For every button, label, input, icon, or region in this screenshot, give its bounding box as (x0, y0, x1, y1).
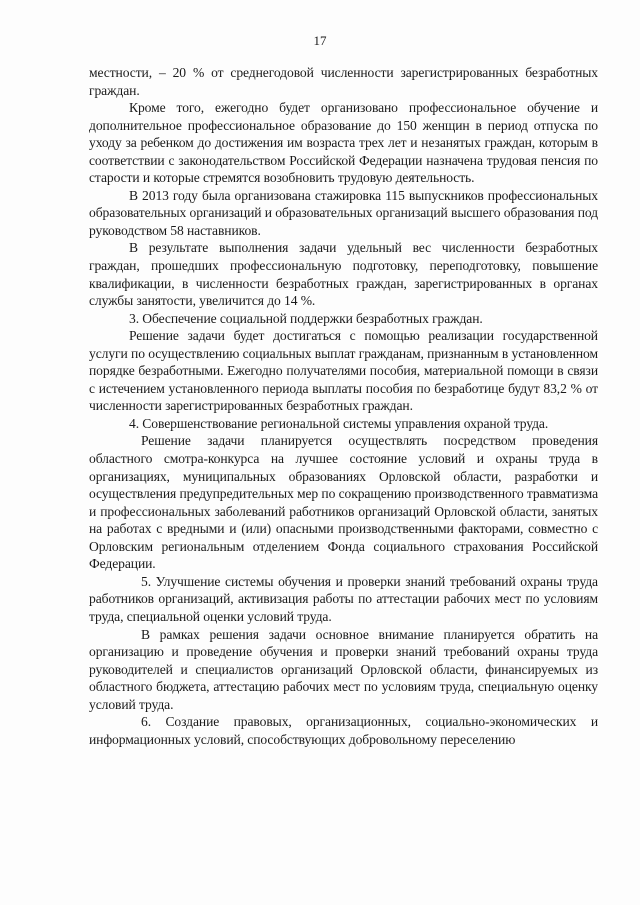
page-number: 17 (313, 33, 327, 48)
paragraph-labor-safety-contest: Решение задачи планируется осуществлять посредством проведения областного смотра-конкурса на лучшее состояние условий и охраны труда в организациях, муниципальных образованиях Орловской области, разработки и осуществления предупредительных мер по сокращению производственного травматизма и профессиональных заболеваний работников организаций Орловской области, занятых на работах с вредными и (или) опасными производственными факторами, совместно с Орловским региональным отделением Фонда социального страхования Российской Федерации. (89, 433, 598, 572)
heading-task-5: 5. Улучшение системы обучения и проверки знаний требований охраны труда работников организаций, активизация работы по аттестации рабочих мест по условиям труда, специальной оценки условий труда. (89, 573, 598, 624)
heading-task-4: 4. Совершенствование региональной системы управления охраной труда. (129, 415, 549, 431)
paragraph-unemployed-share: В результате выполнения задачи удельный вес численности безработных граждан, прошедших профессиональную подготовку, переподготовку, повышение квалификации, в численности безработных граждан, зарегистрированных в органах службы занятости, увеличится до 14 %. (89, 240, 598, 309)
heading-task-6: 6. Создание правовых, организационных, социально-экономических и информационных условий, способствующих добровольному переселению (89, 714, 598, 747)
heading-task-3: 3. Обеспечение социальной поддержки безработных граждан. (129, 310, 483, 326)
paragraph-internship-2013: В 2013 году была организована стажировка 115 выпускников профессиональных образовательных организаций и образовательных организаций высшего образования под руководством 58 наставников. (89, 187, 598, 238)
paragraph-social-payments: Решение задачи будет достигаться с помощью реализации государственной услуги по осуществлению социальных выплат гражданам, признанным в установленном порядке безработными. Ежегодно получателями пособия, материальной помощи в связи с истечением установленного периода выплаты пособия по безработице будут 83,2 % от численности зарегистрированных безработных граждан. (89, 328, 598, 414)
paragraph-continuation: местности, – 20 % от среднегодовой численности зарегистрированных безработных граждан. (89, 65, 598, 98)
body-text (89, 64, 598, 748)
paragraph-safety-training: В рамках решения задачи основное внимание планируется обратить на организацию и проведение обучения и проверки знаний требований охраны труда руководителей и специалистов организаций Орловской области, финансируемых из областного бюджета, аттестацию рабочих мест по условиям труда, специальную оценку условий труда. (89, 626, 598, 712)
paragraph-training-women: Кроме того, ежегодно будет организовано профессиональное обучение и дополнительное профессиональное образование до 150 женщин в период отпуска по уходу за ребенком до достижения им возраста трех лет и незанятых граждан, которым в соответствии с законодательством Российской Федерации назначена трудовая пенсия по старости и которые стремятся возобновить трудовую деятельность. (89, 100, 598, 186)
